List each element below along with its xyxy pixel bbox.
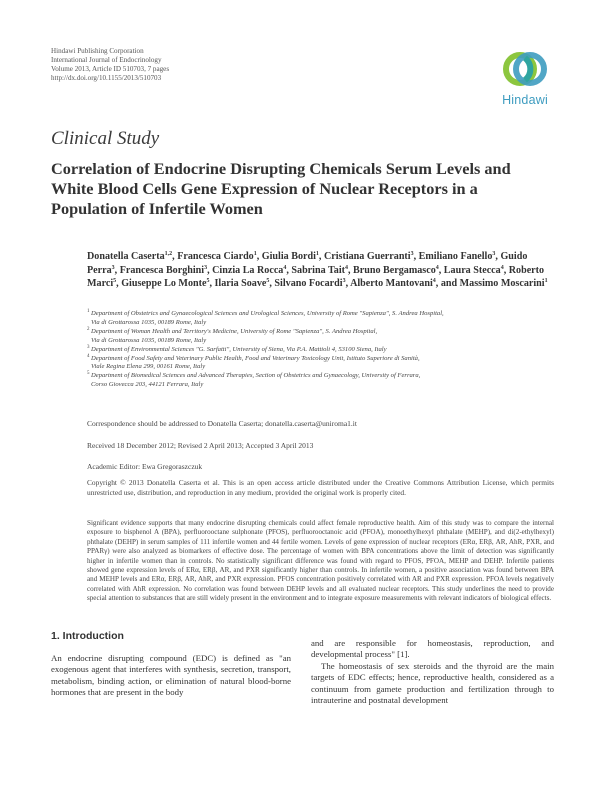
body-paragraph: The homeostasis of sex steroids and the thyroid are the main targets of EDC effects; hence, reproductive health, considered as a continuum from gamete production and fertilization through to intrauterine and postnatal development [311, 660, 554, 706]
author-separator: , [286, 264, 292, 276]
body-paragraph: An endocrine disrupting compound (EDC) is defined as "an exogenous agent that interferes with synthesis, secretion, transport, metabolism, binding action, or elimination of natural blood-borne hormones that are present in the body [51, 653, 291, 698]
author-separator: , [345, 278, 351, 290]
author-name: Cinzia La Rocca [212, 264, 284, 276]
author-separator: , [269, 278, 275, 290]
correspondence: Correspondence should be addressed to Donatella Caserta; donatella.caserta@uniroma1.it [87, 419, 357, 428]
author-affiliation-marker: 3 [342, 278, 346, 285]
affiliation-number: 4 [87, 353, 90, 359]
affiliation-item [87, 328, 562, 346]
author-affiliation-marker: 5 [266, 278, 270, 285]
affiliation-address: Via di Grottarossa 1035, 00189 Rome, Italy [91, 318, 207, 326]
right-column [311, 638, 554, 706]
section-heading-introduction: 1. Introduction [51, 630, 124, 642]
author-affiliation-marker: 4 [435, 264, 439, 271]
author-affiliation-marker: 3 [410, 251, 414, 257]
author-separator: , [207, 264, 213, 276]
body-paragraph: and are responsible for homeostasis, reproduction, and developmental process" [1]. [311, 638, 554, 660]
author-name: Sabrina Tait [291, 264, 345, 276]
author-name: Emiliano Fanello [418, 251, 493, 262]
affiliation-number: 5 [87, 371, 90, 377]
author-name: Laura Stecca [443, 264, 501, 276]
author-name: Francesca Ciardo [177, 251, 254, 262]
journal-name: International Journal of Endocrinology [51, 55, 162, 64]
author-affiliation-marker: 3 [111, 264, 115, 271]
article-dates: Received 18 December 2012; Revised 2 April 2013; Accepted 3 April 2013 [87, 441, 314, 450]
author-affiliation-marker: 1 [315, 251, 319, 257]
affiliation-item [87, 310, 562, 328]
publisher-name: Hindawi Publishing Corporation [51, 47, 144, 55]
author-affiliation-marker: 4 [432, 278, 436, 285]
author-name: Silvano Focardi [274, 278, 343, 290]
author-name: Roberto Marci [87, 264, 545, 290]
affiliation-number: 3 [87, 344, 90, 350]
abstract: Significant evidence supports that many endocrine disrupting chemicals could affect female reproductive health. Aim of this study was to compare the internal exposure to bisphenol A (BPA), perfluorooctane sulphonate (PFOS), perfluorooctanoic acid (PFOA), monoethylhexyl phthalate (MEHP), and di(2-ethylhexyl) phthalate (DEHP) in serum samples of 111 infertile women and 44 fertile women. Levels of gene expression of nuclear receptors (ERα, ERβ, AR, AhR, PXR, and PPARγ) were also analyzed as biomarkers of effective dose. The percentage of women with BPA concentrations above the limit of detection was significantly higher in infertile women than in controls. No statistically significant difference was found with regard to PFOS, PFOA, MEHP and DEHP. Infertile patients showed gene expression levels of ERα, ERβ, AR, and PXR significantly higher than controls. In infertile women, a positive association was found between BPA and MEHP levels and ERα, ERβ, AR, AhR, and PXR expression. PFOS concentration positively correlated with AR and PXR expression. PFOA levels negatively correlated with AhR expression. No correlation was found between DEHP levels and all evaluated nuclear receptors. This study underlines the need to provide special attention to substances that are still widely present in the environment and to integrate exposure measurements with relevant indicators of biological effects. [87, 519, 554, 603]
doi-link[interactable]: http://dx.doi.org/10.1155/2013/510703 [51, 73, 162, 82]
author-affiliation-marker: 5 [206, 278, 210, 285]
author-name: Guido Perra [87, 251, 528, 276]
affiliation-number: 2 [87, 326, 90, 332]
author-separator: , [503, 264, 509, 276]
author-name: Bruno Bergamasco [353, 264, 436, 276]
author-separator: , [318, 251, 324, 262]
author-affiliation-marker: 1 [253, 251, 257, 257]
publication-info [51, 47, 169, 83]
author-name: Giuseppe Lo Monte [121, 278, 207, 290]
affiliation-text: Department of Woman Health and Territory's Medicine, University of Rome "Sapienza", S. Andrea Hospital, [91, 327, 378, 335]
affiliation-text: Department of Food Safety and Veterinary Public Health, Food and Veterinary Toxicology Unit, Istituto Superiore di Sanità, [91, 354, 420, 362]
affiliation-text: Department of Biomedical Sciences and Advanced Therapies, Section of Obstetrics and Gynaecology, University of Ferrara, [91, 372, 421, 380]
affiliation-address: Viale Regina Elena 299, 00161 Rome, Italy [91, 363, 206, 371]
author-separator: , [347, 264, 354, 276]
author-affiliation-marker: 4 [283, 264, 287, 271]
author-name: Francesca Borghini [119, 264, 205, 276]
author-affiliation-marker: 4 [344, 264, 348, 271]
author-name: Cristiana Guerranti [323, 251, 411, 262]
author-name: Donatella Caserta [87, 251, 165, 262]
author-name: Alberto Mantovani [350, 278, 433, 290]
article-title: Correlation of Endocrine Disrupting Chemicals Serum Levels and White Blood Cells Gene Expression of Nuclear Receptors in a Population of Infertile Women [51, 159, 511, 218]
author-separator: , [495, 251, 501, 262]
author-separator: , [438, 264, 444, 276]
author-name: Massimo Moscarini [459, 278, 545, 290]
academic-editor: Academic Editor: Ewa Gregoraszczuk [87, 462, 203, 471]
affiliation-item [87, 346, 562, 355]
affiliation-text: Department of Environmental Sciences "G. Sarfatti", University of Siena, Via P.A. Mattioli 4, 53100 Siena, Italy [91, 345, 387, 353]
affiliation-item [87, 372, 562, 390]
author-name: Ilaria Soave [214, 278, 267, 290]
author-affiliation-marker: 4 [500, 264, 504, 271]
hindawi-logo [496, 46, 554, 107]
author-separator: , [114, 264, 120, 276]
hindawi-logo-icon [496, 46, 554, 90]
copyright-notice: Copyright © 2013 Donatella Caserta et al. This is an open access article distributed under the Creative Commons Attribution License, which permits unrestricted use, distribution, and reproduction in any medium, provided the original work is properly cited. [87, 478, 554, 497]
logo-wordmark: Hindawi [502, 93, 548, 107]
author-list [87, 250, 557, 291]
author-separator: , [116, 278, 122, 290]
author-affiliation-marker: 3 [204, 264, 208, 271]
author-affiliation-marker: 5 [113, 278, 117, 285]
author-name: Giulia Bordi [261, 251, 316, 262]
article-type: Clinical Study [51, 128, 160, 149]
author-separator: , [256, 251, 262, 262]
author-separator: , [413, 251, 419, 262]
author-affiliation-marker: 3 [492, 251, 496, 257]
left-column [51, 630, 291, 699]
affiliation-item [87, 355, 562, 373]
affiliation-address: Via di Grottarossa 1035, 00189 Rome, Italy [91, 336, 207, 344]
author-separator: , [172, 251, 178, 262]
affiliation-text: Department of Obstetrics and Gynaecological Sciences and Urological Sciences, University of Rome "Sapienza", S. Andrea Hospital, [91, 310, 444, 317]
affiliation-number: 1 [87, 309, 90, 314]
author-separator: , and [435, 278, 460, 290]
volume-info: Volume 2013, Article ID 510703, 7 pages [51, 64, 170, 73]
author-separator: , [209, 278, 215, 290]
affiliations [87, 310, 562, 390]
affiliation-address: Corso Giovecca 203, 44121 Ferrara, Italy [91, 381, 204, 389]
author-affiliation-marker: 1 [544, 278, 548, 285]
author-affiliation-marker: 1,2 [164, 251, 173, 257]
